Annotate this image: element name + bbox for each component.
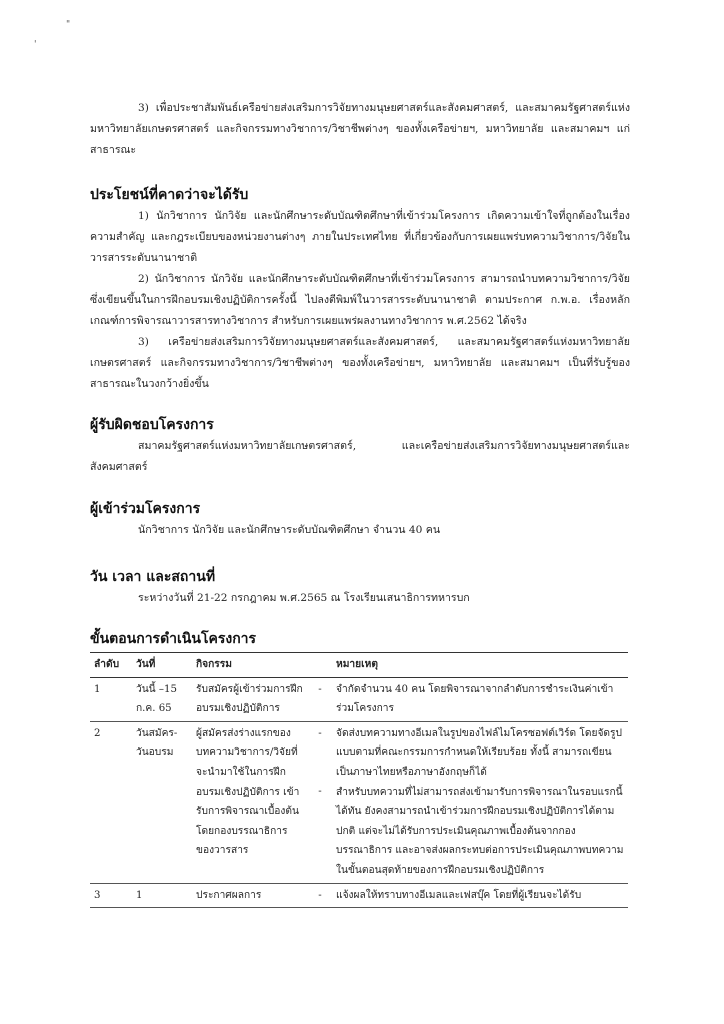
cell-note: สำหรับบทความที่ไม่สามารถส่งเข้ามารับการพิจารณาในรอบแรกนี้ได้ทัน ยังคงสามารถนำเข้าร่วมการฝึกอบรมเชิงปฏิบัติการได้ตามปกติ แต่จะไม่ได้รับการประเมินคุณภาพเบื้องต้นจากกองบรรณาธิการ และอาจส่งผลกระทบต่อการประเมินคุณภาพบทความในขั้นตอนสุดท้ายของการฝึกอบรมเชิงปฏิบัติการ — [336, 786, 624, 876]
cell-activity: ประกาศผลการ — [196, 889, 262, 901]
table-row — [90, 721, 628, 883]
column-header-note: หมายเหตุ — [332, 653, 628, 678]
cell-date: วันสมัคร-วันอบรม — [136, 727, 178, 759]
scan-mark: ' — [34, 40, 37, 50]
bullet-dash: - — [318, 889, 322, 901]
cell-note: จัดส่งบทความทางอีเมลในรูปของไฟล์ไมโครซอฟต์เวิร์ด โดยจัดรูปแบบตามที่คณะกรรมการกำหนดให้เรียบร้อย ทั้งนี้ สามารถเขียนเป็นภาษาไทยหรือภาษาอังกฤษก็ได้ — [336, 727, 622, 778]
steps-heading: ขั้นตอนการดำเนินโครงการ — [90, 631, 257, 647]
responsible-text: สมาคมรัฐศาสตร์แห่งมหาวิทยาลัยเกษตรศาสตร์, และเครือข่ายส่งเสริมการวิจัยทางมนุษยศาสตร์และสังคมศาสตร์ — [90, 440, 630, 473]
cell-note-group — [332, 721, 628, 883]
bullet-dash: - — [318, 786, 322, 798]
schedule-text: ระหว่างวันที่ 21-22 กรกฎาคม พ.ศ.2565 ณ โรงเรียนเสนาธิการทหารบก — [138, 592, 470, 604]
steps-table — [90, 652, 628, 908]
cell-no: 2 — [94, 727, 101, 739]
bullet-dash: - — [318, 683, 322, 695]
table-row — [90, 883, 628, 908]
cell-no: 3 — [94, 889, 101, 901]
bullet-spacer — [312, 743, 328, 782]
cell-note: แจ้งผลให้ทราบทางอีเมลและเฟสบุ๊ค โดยที่ผู้เรียนจะได้รับ — [336, 889, 582, 901]
column-header-activity: กิจกรรม — [192, 653, 308, 678]
bullet-dash: - — [318, 727, 322, 739]
cell-date: วันนี้ –15 ก.ค. 65 — [136, 683, 177, 715]
schedule-section — [90, 588, 630, 609]
column-header-no: ลำดับ — [90, 653, 132, 678]
table-row — [90, 677, 628, 721]
benefit-item-2: 2) นักวิชาการ นักวิจัย และนักศึกษาระดับบัณฑิตศึกษาที่เข้าร่วมโครงการ สามารถนำบทความวิชาการ/วิจัยซึ่งเขียนขึ้นในการฝึกอบรมเชิงปฏิบัติการครั้งนี้ ไปลงตีพิมพ์ในวารสารระดับนานาชาติ ตามประกาศ ก.พ.อ. เรื่องหลักเกณฑ์การพิจารณาวารสารทางวิชาการ สำหรับการเผยแพร่ผลงานทางวิชาการ พ.ศ.2562 ได้จริง — [90, 273, 630, 327]
scan-mark: " — [66, 20, 71, 30]
paragraph: 3) เพื่อประชาสัมพันธ์เครือข่ายส่งเสริมการวิจัยทางมนุษยศาสตร์และสังคมศาสตร์, และสมาคมรัฐศาสตร์แห่งมหาวิทยาลัยเกษตรศาสตร์ และกิจกรรมทางวิชาการ/วิชาชีพต่างๆ ของทั้งเครือข่ายฯ, มหาวิทยาลัย และสมาคมฯ แก่สาธารณะ — [90, 102, 630, 156]
responsible-heading: ผู้รับผิดชอบโครงการ — [90, 417, 214, 433]
intro-objective-3 — [90, 98, 630, 161]
cell-date: 1 — [136, 889, 143, 901]
column-header-spacer — [308, 653, 332, 678]
benefit-item-1: 1) นักวิชาการ นักวิจัย และนักศึกษาระดับบัณฑิตศึกษาที่เข้าร่วมโครงการ เกิดความเข้าใจที่ถูกต้องในเรื่องความสำคัญ และกฎระเบียบของหน่วยงานต่างๆ ภายในประเทศไทย ที่เกี่ยวข้องกับการเผยแพร่บทความวิชาการ/วิจัยในวารสารระดับนานาชาติ — [90, 210, 630, 264]
column-header-date: วันที่ — [132, 653, 192, 678]
participants-section — [90, 520, 630, 541]
cell-no: 1 — [94, 683, 101, 695]
benefits-heading: ประโยชน์ที่คาดว่าจะได้รับ — [90, 187, 249, 203]
cell-activity: ผู้สมัครส่งร่างแรกของบทความวิชาการ/วิจัยที่จะนำมาใช้ในการฝึกอบรมเชิงปฏิบัติการ เข้ารับการพิจารณาเบื้องต้นโดยกองบรรณาธิการของวารสาร — [196, 727, 300, 857]
bullet-dash-group — [308, 721, 332, 883]
benefit-item-3: 3) เครือข่ายส่งเสริมการวิจัยทางมนุษยศาสตร์และสังคมศาสตร์, และสมาคมรัฐศาสตร์แห่งมหาวิทยาลัยเกษตรศาสตร์ และกิจกรรมทางวิชาการ/วิชาชีพต่างๆ ของทั้งเครือข่ายฯ, มหาวิทยาลัย และสมาคมฯ เป็นที่รับรู้ของสาธารณะในวงกว้างยิ่งขึ้น — [90, 336, 630, 390]
cell-note: จำกัดจำนวน 40 คน โดยพิจารณาจากลำดับการชำระเงินค่าเข้าร่วมโครงการ — [336, 683, 614, 715]
participants-heading: ผู้เข้าร่วมโครงการ — [90, 501, 201, 517]
benefits-section — [90, 206, 630, 395]
table-header-row — [90, 653, 628, 678]
schedule-heading: วัน เวลา และสถานที่ — [90, 569, 216, 585]
participants-text: นักวิชาการ นักวิจัย และนักศึกษาระดับบัณฑิตศึกษา จำนวน 40 คน — [138, 524, 441, 536]
responsible-section — [90, 436, 630, 478]
cell-activity: รับสมัครผู้เข้าร่วมการฝึกอบรมเชิงปฏิบัติการ — [196, 683, 303, 715]
